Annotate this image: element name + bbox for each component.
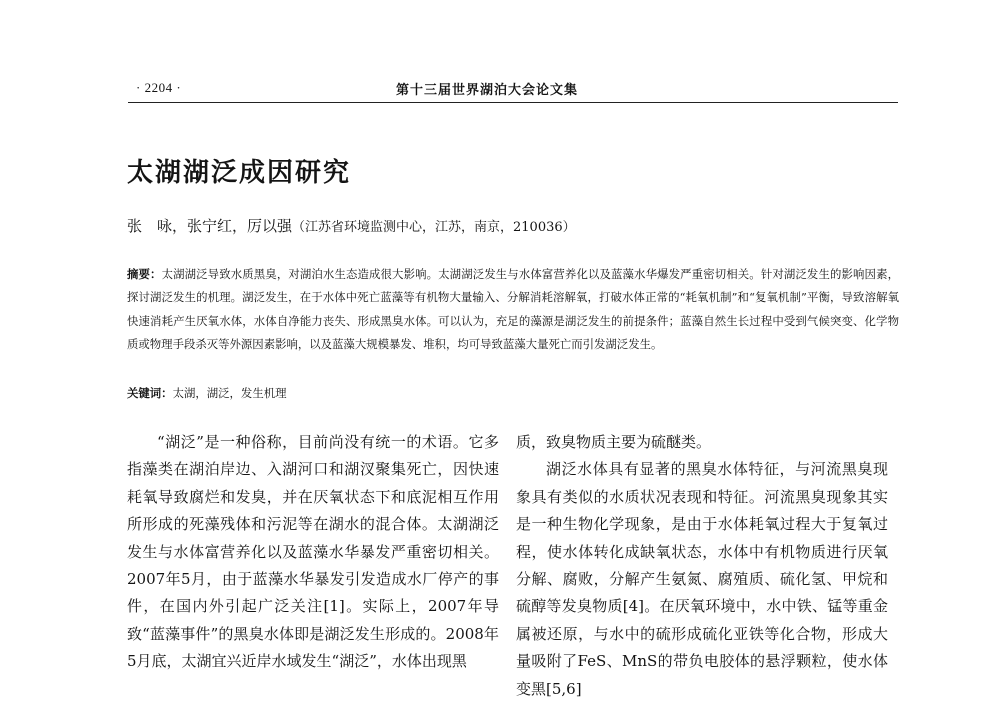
author-line [127, 215, 576, 236]
page-header [128, 76, 898, 103]
affiliation: （江苏省环境监测中心，江苏，南京，210036） [292, 220, 576, 235]
abstract-text: 太湖湖泛导致水质黑臭，对湖泊水生态造成很大影响。太湖湖泛发生与水体富营养化以及蓝藻水华爆发严重密切相关。针对湖泛发生的影响因素，探讨湖泛发生的机理。湖泛发生，在于水体中死亡蓝藻等有机物大量输入、分解消耗溶解氧，打破水体正常的“耗氧机制”和“复氧机制”平衡，导致溶解氧快速消耗产生厌氧水体，水体自净能力丧失、形成黑臭水体。可以认为，充足的藻源是湖泛发生的前提条件；蓝藻自然生长过程中受到气候突变、化学物质或物理手段杀灭等外源因素影响，以及蓝藻大规模暴发、堆积，均可导致蓝藻大量死亡而引发湖泛发生。 [127, 267, 899, 352]
authors: 张 咏，张宁红，厉以强 [127, 217, 293, 235]
paper-title: 太湖湖泛成因研究 [127, 158, 352, 188]
body-paragraph: “湖泛”是一种俗称，目前尚没有统一的术语。它多指藻类在湖泊岸边、入湖河口和湖汊聚集死亡，因快速耗氧导致腐烂和发臭，并在厌氧状态下和底泥相互作用所形成的死藻残体和污泥等在湖水的混合体。太湖湖泛发生与水体富营养化以及蓝藻水华暴发严重密切相关。2007年5月，由于蓝藻水华暴发引发造成水厂停产的事件，在国内外引起广泛关注[1]。实际上，2007年导致“蓝藻事件”的黑臭水体即是湖泛发生形成的。2008年5月底，太湖宜兴近岸水域发生“湖泛”，水体出现黑 [127, 433, 499, 671]
abstract-label: 摘要： [127, 267, 162, 281]
keywords-text: 太湖，湖泛，发生机理 [172, 386, 287, 400]
body-paragraph-continuation: 质，致臭物质主要为硫醚类。 [516, 433, 712, 451]
page-number: · 2204 · [136, 80, 182, 95]
body-left-column [127, 429, 499, 676]
body-right-column [516, 429, 888, 703]
abstract [127, 263, 899, 357]
keywords-label: 关键词： [127, 386, 173, 400]
body-paragraph: 湖泛水体具有显著的黑臭水体特征，与河流黑臭现象具有类似的水质状况表现和特征。河流黑臭现象其实是一种生物化学现象，是由于水体耗氧过程大于复氧过程，使水体转化成缺氧状态，水体中有机物质进行厌氧分解、腐败，分解产生氨氮、腐殖质、硫化氢、甲烷和硫醇等发臭物质[4]。在厌氧环境中，水中铁、锰等重金属被还原，与水中的硫形成硫化亚铁等化合物，形成大量吸附了FeS、MnS的带负电胶体的悬浮颗粒，使水体变黑[5,6] [516, 460, 888, 698]
running-head-journal-title: 第十三届世界湖泊大会论文集 [396, 83, 579, 98]
keywords [127, 384, 899, 402]
